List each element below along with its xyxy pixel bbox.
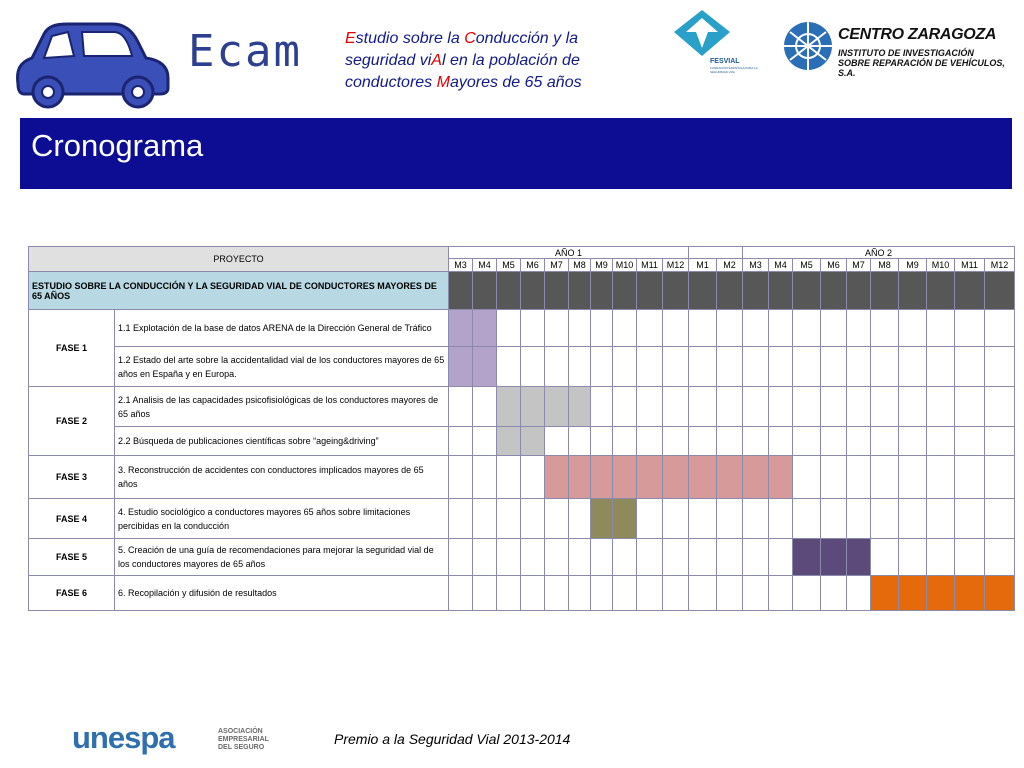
award-text: Premio a la Seguridad Vial 2013-2014 <box>334 731 571 747</box>
gantt-empty-cell <box>473 499 497 539</box>
gantt-empty-cell <box>717 427 743 456</box>
gantt-empty-cell <box>569 427 591 456</box>
globe-icon <box>782 20 834 72</box>
gantt-empty-cell <box>927 387 955 427</box>
task-label: 2.2 Búsqueda de publicaciones científicas sobre “ageing&driving” <box>115 427 449 456</box>
gantt-summary-cell <box>769 272 793 310</box>
gantt-empty-cell <box>821 576 847 611</box>
page-title: Cronograma <box>31 128 204 163</box>
gantt-empty-cell <box>847 456 871 499</box>
gantt-bar-cell <box>871 576 899 611</box>
month-header: M5 <box>497 259 521 272</box>
study-name: ESTUDIO SOBRE LA CONDUCCIÓN Y LA SEGURIDAD VIAL DE CONDUCTORES MAYORES DE 65 AÑOS <box>29 272 449 310</box>
month-header: M10 <box>613 259 637 272</box>
gantt-empty-cell <box>591 310 613 347</box>
gantt-bar-cell <box>449 310 473 347</box>
gantt-empty-cell <box>927 456 955 499</box>
month-header: M3 <box>743 259 769 272</box>
gantt-empty-cell <box>743 427 769 456</box>
gantt-empty-cell <box>871 456 899 499</box>
gantt-bar-cell <box>613 499 637 539</box>
gantt-empty-cell <box>821 456 847 499</box>
gantt-empty-cell <box>613 310 637 347</box>
gantt-empty-cell <box>663 387 689 427</box>
task-label: 4. Estudio sociológico a conductores mayores 65 años sobre limitaciones percibidas en la conducción <box>115 499 449 539</box>
gantt-empty-cell <box>473 456 497 499</box>
gantt-empty-cell <box>769 427 793 456</box>
gantt-summary-cell <box>591 272 613 310</box>
gantt-empty-cell <box>449 387 473 427</box>
gantt-empty-cell <box>545 310 569 347</box>
gantt-empty-cell <box>569 310 591 347</box>
table-row <box>29 347 1015 387</box>
gantt-empty-cell <box>955 347 985 387</box>
gantt-bar-cell <box>473 347 497 387</box>
gantt-bar-cell <box>545 387 569 427</box>
month-header: M6 <box>821 259 847 272</box>
gantt-empty-cell <box>663 576 689 611</box>
gantt-empty-cell <box>743 539 769 576</box>
gantt-empty-cell <box>637 576 663 611</box>
gantt-empty-cell <box>637 427 663 456</box>
gantt-empty-cell <box>689 347 717 387</box>
gantt-summary-cell <box>449 272 473 310</box>
gantt-empty-cell <box>473 576 497 611</box>
gantt-bar-cell <box>521 387 545 427</box>
gantt-bar-cell <box>497 387 521 427</box>
cz-subtitle: INSTITUTO DE INVESTIGACIÓN SOBRE REPARACIÓN DE VEHÍCULOS, S.A. <box>838 48 1005 78</box>
gantt-empty-cell <box>497 347 521 387</box>
gantt-empty-cell <box>769 499 793 539</box>
centro-zaragoza-logo <box>782 16 1020 78</box>
gantt-empty-cell <box>743 310 769 347</box>
gantt-empty-cell <box>769 576 793 611</box>
gantt-bar-cell <box>569 387 591 427</box>
fesvial-logo <box>668 8 760 78</box>
gantt-bar-cell <box>743 456 769 499</box>
gantt-empty-cell <box>545 347 569 387</box>
month-header: M8 <box>871 259 899 272</box>
gantt-empty-cell <box>899 456 927 499</box>
gantt-empty-cell <box>821 387 847 427</box>
gantt-empty-cell <box>847 387 871 427</box>
month-header: M11 <box>955 259 985 272</box>
gantt-empty-cell <box>717 310 743 347</box>
gantt-empty-cell <box>985 456 1015 499</box>
gantt-bar-cell <box>497 427 521 456</box>
month-header: M3 <box>449 259 473 272</box>
gantt-empty-cell <box>591 427 613 456</box>
gantt-empty-cell <box>743 387 769 427</box>
gantt-empty-cell <box>473 539 497 576</box>
unespa-logo-text: unespa <box>72 720 175 755</box>
gantt-empty-cell <box>497 456 521 499</box>
gantt-summary-cell <box>613 272 637 310</box>
gantt-empty-cell <box>569 539 591 576</box>
gantt-empty-cell <box>871 539 899 576</box>
table-row <box>29 456 1015 499</box>
fesvial-subtext: FUNDACIÓN ESPAÑOLA PARA LA SEGURIDAD VIAL <box>710 66 758 74</box>
gantt-empty-cell <box>847 427 871 456</box>
gantt-summary-cell <box>793 272 821 310</box>
gantt-empty-cell <box>663 539 689 576</box>
year2-header: AÑO 2 <box>743 247 1015 259</box>
gantt-empty-cell <box>927 539 955 576</box>
gantt-summary-cell <box>717 272 743 310</box>
gantt-empty-cell <box>569 347 591 387</box>
gantt-empty-cell <box>613 387 637 427</box>
gantt-empty-cell <box>689 310 717 347</box>
gantt-empty-cell <box>769 310 793 347</box>
gantt-bar-cell <box>637 456 663 499</box>
gantt-bar-cell <box>569 456 591 499</box>
month-header: M6 <box>521 259 545 272</box>
gantt-empty-cell <box>927 347 955 387</box>
gantt-summary-cell <box>847 272 871 310</box>
gantt-empty-cell <box>769 539 793 576</box>
gantt-bar-cell <box>591 499 613 539</box>
gantt-summary-cell <box>569 272 591 310</box>
header <box>0 0 1024 115</box>
gantt-empty-cell <box>821 427 847 456</box>
gantt-empty-cell <box>899 499 927 539</box>
gantt-empty-cell <box>955 499 985 539</box>
task-label: 5. Creación de una guía de recomendaciones para mejorar la seguridad vial de los conductores mayores de 65 años <box>115 539 449 576</box>
gantt-empty-cell <box>985 427 1015 456</box>
gantt-bar-cell <box>927 576 955 611</box>
gantt-empty-cell <box>899 539 927 576</box>
gantt-empty-cell <box>793 456 821 499</box>
gantt-table <box>28 246 1015 611</box>
gantt-summary-cell <box>743 272 769 310</box>
gantt-empty-cell <box>847 499 871 539</box>
month-header: M7 <box>847 259 871 272</box>
gantt-empty-cell <box>569 576 591 611</box>
gantt-empty-cell <box>521 310 545 347</box>
gantt-empty-cell <box>899 310 927 347</box>
gantt-summary-cell <box>637 272 663 310</box>
gantt-bar-cell <box>717 456 743 499</box>
gantt-bar-cell <box>821 539 847 576</box>
gantt-empty-cell <box>955 387 985 427</box>
gantt-empty-cell <box>927 427 955 456</box>
car-logo-icon <box>10 12 175 110</box>
month-header: M10 <box>927 259 955 272</box>
gantt-bar-cell <box>793 539 821 576</box>
gantt-empty-cell <box>793 387 821 427</box>
unespa-logo <box>72 720 282 760</box>
gantt-empty-cell <box>637 499 663 539</box>
gantt-summary-cell <box>689 272 717 310</box>
task-label: 3. Reconstrucción de accidentes con conductores implicados mayores de 65 años <box>115 456 449 499</box>
gantt-empty-cell <box>955 539 985 576</box>
gantt-empty-cell <box>871 499 899 539</box>
gantt-empty-cell <box>545 576 569 611</box>
gantt-empty-cell <box>473 387 497 427</box>
phase-label: FASE 1 <box>29 310 115 387</box>
month-header: M5 <box>793 259 821 272</box>
gantt-empty-cell <box>591 347 613 387</box>
gantt-empty-cell <box>793 576 821 611</box>
fesvial-icon <box>672 8 732 58</box>
month-header: M12 <box>985 259 1015 272</box>
gantt-bar-cell <box>847 539 871 576</box>
gantt-empty-cell <box>449 427 473 456</box>
table-row <box>29 427 1015 456</box>
gantt-empty-cell <box>613 576 637 611</box>
month-header: M4 <box>769 259 793 272</box>
gantt-summary-cell <box>497 272 521 310</box>
month-header: M4 <box>473 259 497 272</box>
gantt-empty-cell <box>871 427 899 456</box>
gantt-empty-cell <box>743 499 769 539</box>
gantt-empty-cell <box>545 499 569 539</box>
gantt-empty-cell <box>927 499 955 539</box>
gantt-empty-cell <box>985 499 1015 539</box>
gantt-empty-cell <box>793 499 821 539</box>
gantt-empty-cell <box>955 456 985 499</box>
gantt-summary-cell <box>821 272 847 310</box>
gantt-summary-cell <box>663 272 689 310</box>
gantt-bar-cell <box>473 310 497 347</box>
gantt-empty-cell <box>793 347 821 387</box>
gantt-empty-cell <box>985 347 1015 387</box>
gantt-empty-cell <box>847 310 871 347</box>
gantt-empty-cell <box>955 310 985 347</box>
gantt-empty-cell <box>899 427 927 456</box>
gantt-empty-cell <box>985 310 1015 347</box>
task-label: 1.2 Estado del arte sobre la accidentalidad vial de los conductores mayores de 65 años en España y en Europa. <box>115 347 449 387</box>
gantt-empty-cell <box>871 347 899 387</box>
month-header: M8 <box>569 259 591 272</box>
gantt-empty-cell <box>985 387 1015 427</box>
gantt-summary-cell <box>899 272 927 310</box>
gantt-empty-cell <box>663 310 689 347</box>
gantt-empty-cell <box>821 499 847 539</box>
month-header: M7 <box>545 259 569 272</box>
gantt-bar-cell <box>663 456 689 499</box>
gantt-bar-cell <box>449 347 473 387</box>
gantt-empty-cell <box>717 387 743 427</box>
gantt-empty-cell <box>497 539 521 576</box>
gantt-empty-cell <box>613 427 637 456</box>
gantt-empty-cell <box>743 347 769 387</box>
table-row <box>29 387 1015 427</box>
gantt-empty-cell <box>521 347 545 387</box>
gantt-empty-cell <box>821 347 847 387</box>
gantt-empty-cell <box>497 310 521 347</box>
gantt-summary-cell <box>927 272 955 310</box>
table-row <box>29 539 1015 576</box>
gantt-empty-cell <box>871 310 899 347</box>
gantt-bar-cell <box>591 456 613 499</box>
gantt-empty-cell <box>637 347 663 387</box>
month-header: M9 <box>899 259 927 272</box>
gantt-empty-cell <box>545 427 569 456</box>
month-header: M9 <box>591 259 613 272</box>
gantt-empty-cell <box>591 539 613 576</box>
gantt-empty-cell <box>717 499 743 539</box>
table-row <box>29 310 1015 347</box>
gantt-empty-cell <box>689 576 717 611</box>
gantt-empty-cell <box>449 539 473 576</box>
gantt-summary-cell <box>545 272 569 310</box>
gantt-empty-cell <box>793 427 821 456</box>
table-row <box>29 576 1015 611</box>
gantt-empty-cell <box>717 347 743 387</box>
gantt-empty-cell <box>717 539 743 576</box>
ecam-logo-text: Ecam <box>188 26 302 77</box>
gantt-empty-cell <box>613 347 637 387</box>
gantt-empty-cell <box>821 310 847 347</box>
gantt-bar-cell <box>613 456 637 499</box>
gantt-empty-cell <box>663 347 689 387</box>
gantt-empty-cell <box>521 456 545 499</box>
title-banner <box>20 118 1012 189</box>
gantt-empty-cell <box>955 427 985 456</box>
gantt-empty-cell <box>689 427 717 456</box>
gantt-empty-cell <box>663 427 689 456</box>
gantt-empty-cell <box>871 387 899 427</box>
gantt-empty-cell <box>449 576 473 611</box>
task-label: 2.1 Analisis de las capacidades psicofisiológicas de los conductores mayores de 65 años <box>115 387 449 427</box>
gantt-empty-cell <box>793 310 821 347</box>
gantt-empty-cell <box>847 576 871 611</box>
gantt-summary-cell <box>521 272 545 310</box>
gantt-bar-cell <box>769 456 793 499</box>
gantt-bar-cell <box>899 576 927 611</box>
gantt-bar-cell <box>521 427 545 456</box>
gantt-empty-cell <box>497 499 521 539</box>
gantt-empty-cell <box>927 310 955 347</box>
gantt-empty-cell <box>769 387 793 427</box>
gantt-empty-cell <box>545 539 569 576</box>
month-header: M12 <box>663 259 689 272</box>
gantt-empty-cell <box>689 499 717 539</box>
phase-label: FASE 4 <box>29 499 115 539</box>
month-header: M1 <box>689 259 717 272</box>
unespa-logo-subtext: ASOCIACIÓN EMPRESARIAL DEL SEGURO <box>218 728 269 751</box>
gantt-empty-cell <box>637 539 663 576</box>
gantt-empty-cell <box>689 387 717 427</box>
study-title: Estudio sobre la Conducción y la seguridad viAl en la población de conductores Mayores de 65 años <box>345 30 582 91</box>
gantt-empty-cell <box>663 499 689 539</box>
gantt-empty-cell <box>637 310 663 347</box>
gantt-empty-cell <box>569 499 591 539</box>
gantt-summary-cell <box>473 272 497 310</box>
year2-header-spacer <box>689 247 743 259</box>
month-header: M11 <box>637 259 663 272</box>
task-label: 1.1 Explotación de la base de datos ARENA de la Dirección General de Tráfico <box>115 310 449 347</box>
phase-label: FASE 2 <box>29 387 115 456</box>
gantt-empty-cell <box>521 499 545 539</box>
gantt-summary-cell <box>985 272 1015 310</box>
gantt-empty-cell <box>899 347 927 387</box>
gantt-empty-cell <box>497 576 521 611</box>
gantt-empty-cell <box>449 499 473 539</box>
gantt-empty-cell <box>743 576 769 611</box>
gantt-empty-cell <box>637 387 663 427</box>
cz-title: CENTRO ZARAGOZA <box>838 26 997 43</box>
phase-label: FASE 6 <box>29 576 115 611</box>
gantt-bar-cell <box>985 576 1015 611</box>
gantt-empty-cell <box>847 347 871 387</box>
gantt-bar-cell <box>955 576 985 611</box>
gantt-empty-cell <box>689 539 717 576</box>
table-row <box>29 499 1015 539</box>
gantt-empty-cell <box>717 576 743 611</box>
year1-header: AÑO 1 <box>449 247 689 259</box>
gantt-empty-cell <box>521 576 545 611</box>
gantt-summary-cell <box>955 272 985 310</box>
gantt-empty-cell <box>473 427 497 456</box>
gantt-empty-cell <box>613 539 637 576</box>
gantt-summary-cell <box>871 272 899 310</box>
gantt-empty-cell <box>449 456 473 499</box>
gantt-empty-cell <box>899 387 927 427</box>
gantt-empty-cell <box>591 387 613 427</box>
phase-label: FASE 3 <box>29 456 115 499</box>
phase-label: FASE 5 <box>29 539 115 576</box>
fesvial-text: FESVIAL <box>710 58 740 65</box>
task-label: 6. Recopilación y difusión de resultados <box>115 576 449 611</box>
project-header: PROYECTO <box>29 247 449 272</box>
month-header: M2 <box>717 259 743 272</box>
gantt-empty-cell <box>591 576 613 611</box>
gantt-empty-cell <box>769 347 793 387</box>
gantt-bar-cell <box>689 456 717 499</box>
gantt-bar-cell <box>545 456 569 499</box>
gantt-empty-cell <box>521 539 545 576</box>
gantt-empty-cell <box>985 539 1015 576</box>
